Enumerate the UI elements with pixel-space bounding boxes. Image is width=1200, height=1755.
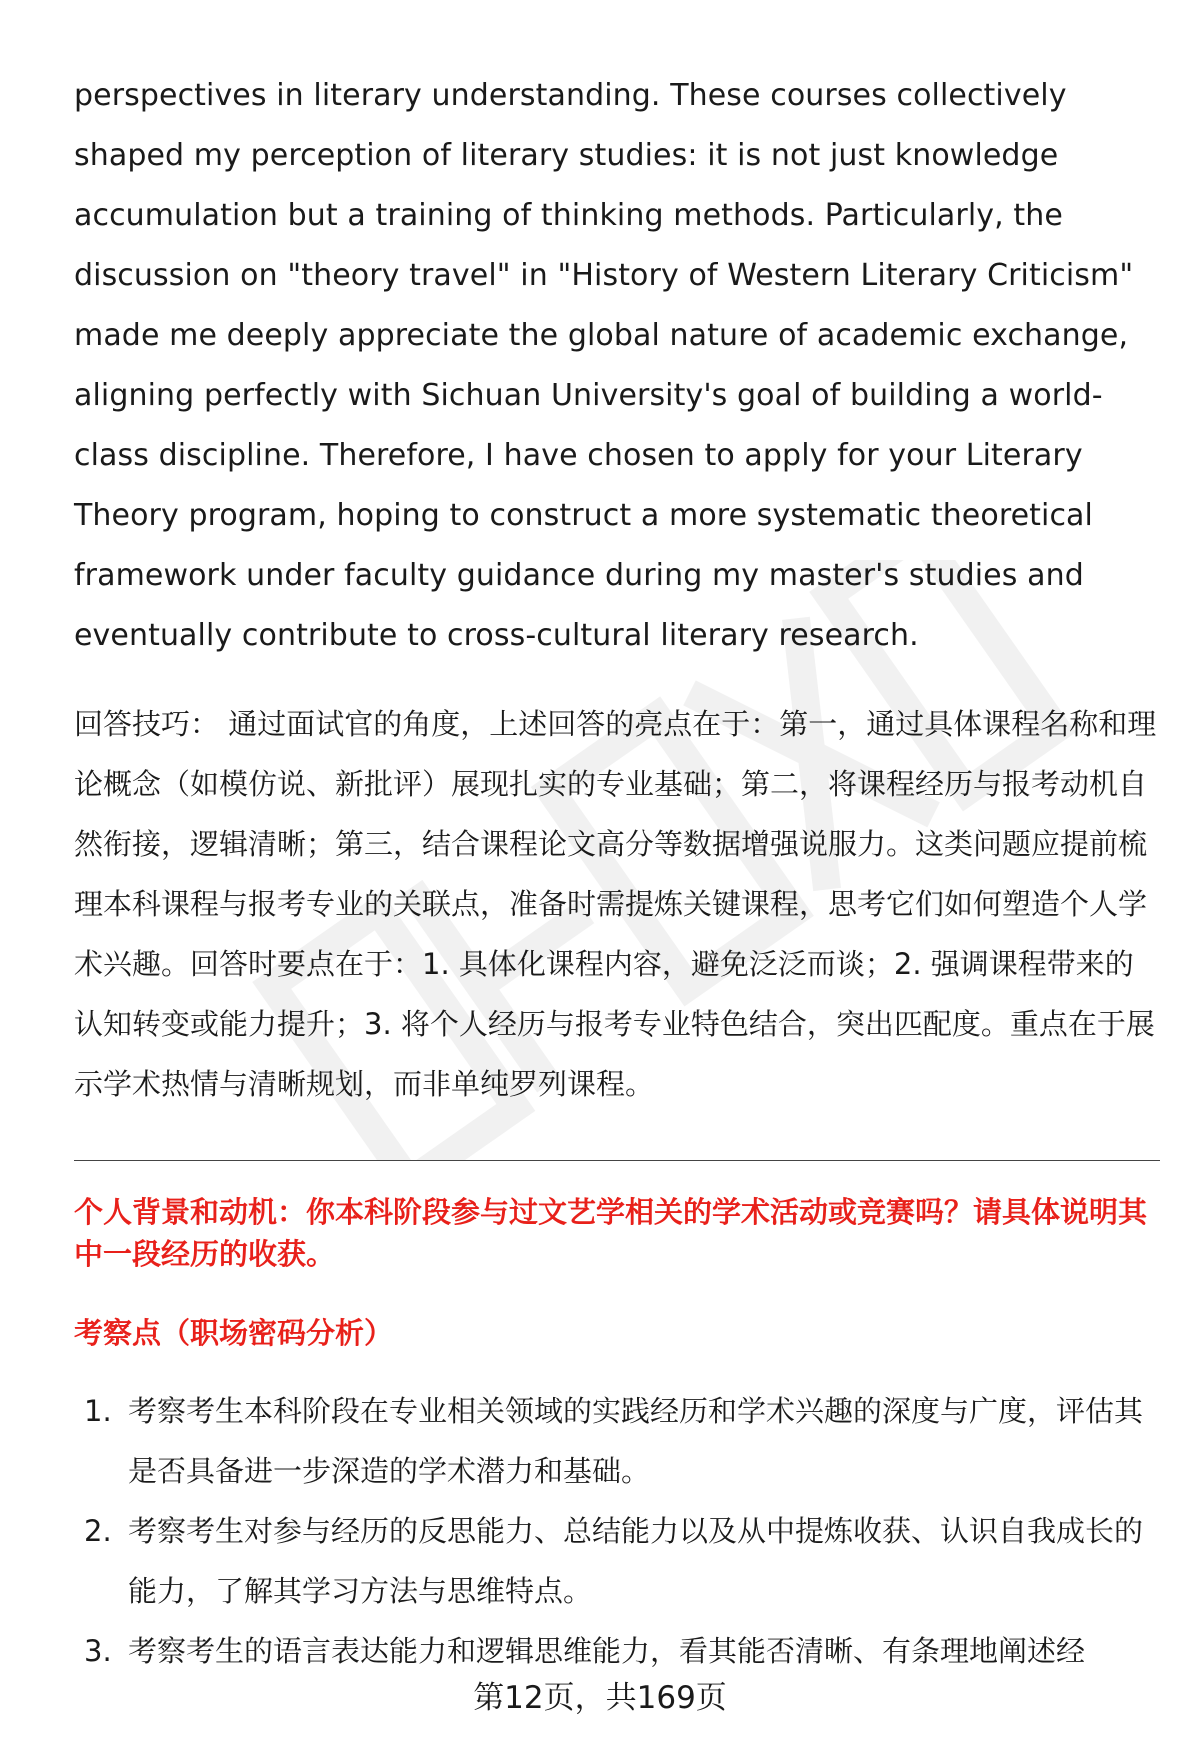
page-number-footer: 第12页，共169页 [473, 1680, 727, 1716]
point-number: 1. [84, 1394, 112, 1428]
point-number: 3. [84, 1634, 112, 1668]
body-paragraph: perspectives in literary understanding. These courses collectively shaped my perception of literary studies: it is not just knowledge accumulation but a training of thinking methods. Particularly, the discussion on "theory travel" in "History of Western Literary Criticism" made me deeply appreciate the global nature of academic exchange, aligning perfectly with Sichuan University's goal of building a world-class discipline. Therefore, I have chosen to apply for your Literary Theory program, hoping to construct a more systematic theoretical framework under faculty guidance during my master's studies and eventually contribute to cross-cultural literary research. [74, 78, 1134, 653]
point-text: 考察考生对参与经历的反思能力、总结能力以及从中提炼收获、认识自我成长的能力，了解其学习方法与思维特点。 [128, 1514, 1144, 1608]
answer-tips-paragraph: 回答技巧： 通过面试官的角度，上述回答的亮点在于：第一，通过具体课程名称和理论概念（如模仿说、新批评）展现扎实的专业基础；第二，将课程经历与报考动机自然衔接，逻辑清晰；第三，结合课程论文高分等数据增强说服力。这类问题应提前梳理本科课程与报考专业的关联点，准备时需提炼关键课程，思考它们如何塑造个人学术兴趣。回答时要点在于：1. 具体化课程内容，避免泛泛而谈；2. 强调课程带来的认知转变或能力提升；3. 将个人经历与报考专业特色结合，突出匹配度。重点在于展示学术热情与清晰规划，而非单纯罗列课程。 [74, 707, 1157, 1101]
assessment-point [74, 1501, 1160, 1621]
assessment-point [74, 1381, 1160, 1501]
document-page [74, 66, 1160, 1681]
assessment-point [74, 1621, 1160, 1681]
point-number: 2. [84, 1514, 112, 1548]
assessment-heading: 考察点（职场密码分析） [74, 1316, 394, 1350]
section-divider [74, 1160, 1160, 1161]
interview-question: 个人背景和动机：你本科阶段参与过文艺学相关的学术活动或竞赛吗？请具体说明其中一段经历的收获。 [74, 1195, 1148, 1271]
point-text: 考察考生的语言表达能力和逻辑思维能力，看其能否清晰、有条理地阐述经 [128, 1634, 1086, 1668]
point-text: 考察考生本科阶段在专业相关领域的实践经历和学术兴趣的深度与广度，评估其是否具备进一步深造的学术潜力和基础。 [128, 1394, 1144, 1488]
assessment-points-list [74, 1381, 1160, 1681]
